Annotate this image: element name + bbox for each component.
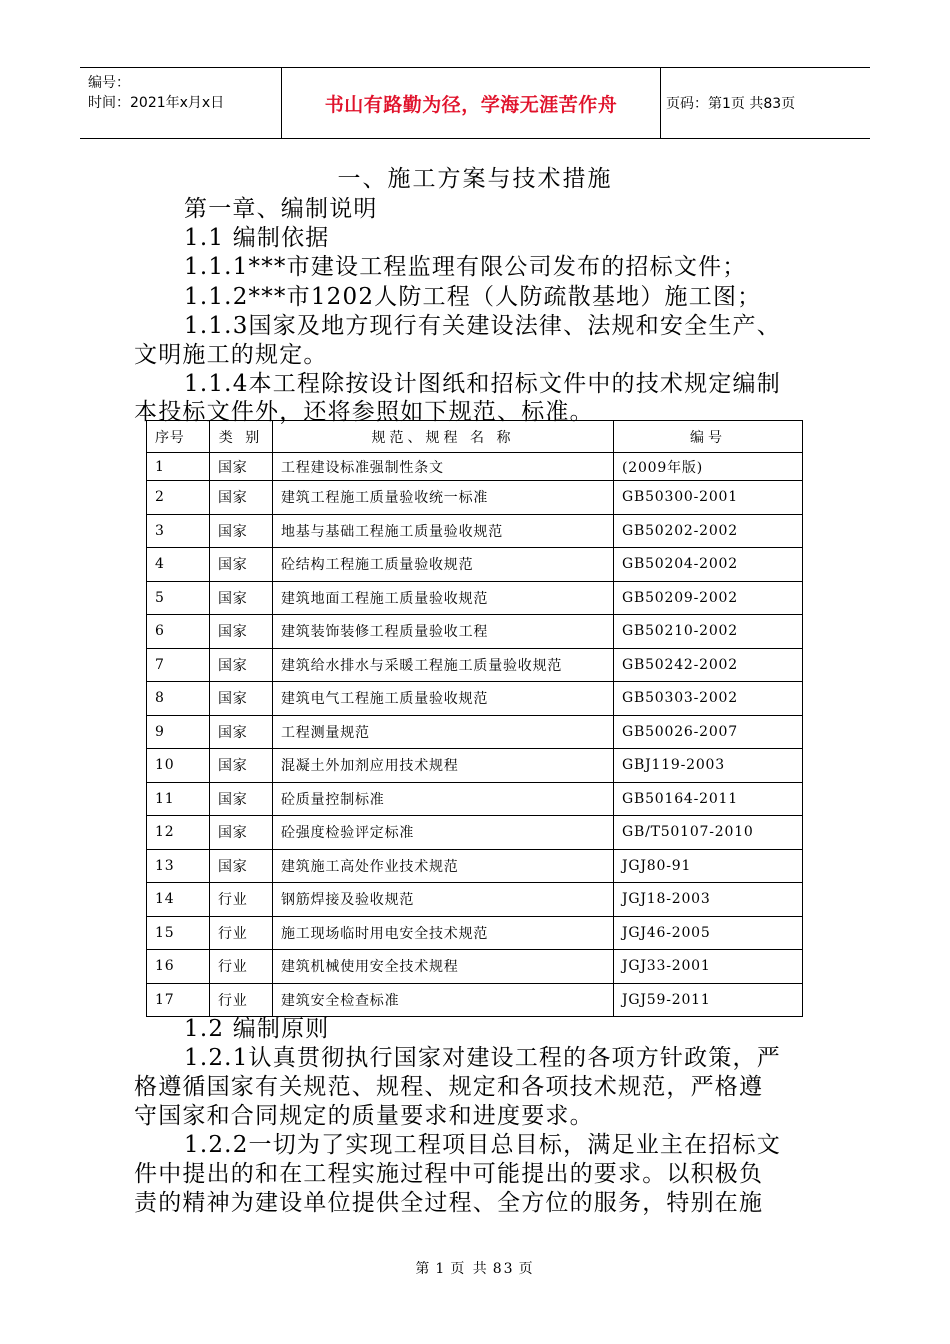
header-motto: 书山有路勤为径，学海无涯苦作舟: [281, 68, 661, 138]
table-cell-category: 国家: [210, 615, 273, 649]
table-cell-category: 国家: [210, 682, 273, 716]
table-cell-number: 2: [147, 481, 210, 515]
para-1-1-4-line1: 1.1.4本工程除按设计图纸和招标文件中的技术规定编制: [184, 371, 781, 397]
table-cell-category: 行业: [210, 883, 273, 917]
table-cell-code: GB50164-2011: [614, 782, 803, 816]
chapter-heading: 第一章、编制说明: [184, 196, 378, 222]
table-row: [147, 453, 803, 481]
page-footer: [0, 1258, 950, 1278]
para-1-2-1-line3: 守国家和合同规定的质量要求和进度要求。: [134, 1103, 594, 1129]
para-1-2-2-line1: 1.2.2一切为了实现工程项目总目标，满足业主在招标文: [184, 1132, 781, 1158]
table-cell-number: 10: [147, 749, 210, 783]
table-cell-name: 建筑给水排水与采暖工程施工质量验收规范: [273, 648, 614, 682]
table-cell-category: 行业: [210, 983, 273, 1017]
table-cell-code: JGJ59-2011: [614, 983, 803, 1017]
table-header-cell: 编号: [614, 421, 803, 453]
table-cell-code: JGJ18-2003: [614, 883, 803, 917]
table-cell-code: JGJ46-2005: [614, 916, 803, 950]
table-row: [147, 849, 803, 883]
footer-suffix: 页: [518, 1261, 535, 1277]
table-cell-category: 国家: [210, 581, 273, 615]
table-cell-name: 建筑地面工程施工质量验收规范: [273, 581, 614, 615]
table-cell-number: 13: [147, 849, 210, 883]
para-1-2-1-line1: 1.2.1认真贯彻执行国家对建设工程的各项方针政策，严: [184, 1045, 781, 1071]
table-cell-category: 行业: [210, 916, 273, 950]
table-cell-number: 6: [147, 615, 210, 649]
table-row: [147, 581, 803, 615]
table-cell-number: 12: [147, 816, 210, 850]
table-cell-code: GB50204-2002: [614, 548, 803, 582]
table-row: [147, 715, 803, 749]
section-heading-1-1: 1.1 编制依据: [184, 225, 330, 251]
table-row: [147, 749, 803, 783]
table-cell-number: 5: [147, 581, 210, 615]
table-cell-code: GB50303-2002: [614, 682, 803, 716]
header-page-info: 页码：第1页 共83页: [666, 96, 796, 112]
table-cell-number: 14: [147, 883, 210, 917]
table-cell-name: 建筑工程施工质量验收统一标准: [273, 481, 614, 515]
table-cell-name: 工程测量规范: [273, 715, 614, 749]
table-cell-category: 国家: [210, 816, 273, 850]
doc-title: 一、施工方案与技术措施: [337, 166, 613, 192]
standards-table: [146, 420, 803, 1017]
table-row: [147, 648, 803, 682]
para-1-1-1: 1.1.1***市建设工程监理有限公司发布的招标文件；: [184, 254, 747, 280]
table-cell-name: 砼结构工程施工质量验收规范: [273, 548, 614, 582]
table-cell-category: 国家: [210, 648, 273, 682]
footer-mid: 页 共: [450, 1261, 489, 1277]
table-row: [147, 816, 803, 850]
footer-page-total: 83: [492, 1261, 515, 1277]
table-cell-name: 砼质量控制标准: [273, 782, 614, 816]
table-cell-name: 砼强度检验评定标准: [273, 816, 614, 850]
table-header-row: [147, 421, 803, 453]
table-cell-category: 国家: [210, 715, 273, 749]
table-header-cell: 规范、规程 名 称: [273, 421, 614, 453]
table-cell-number: 15: [147, 916, 210, 950]
para-1-1-3-line1: 1.1.3国家及地方现行有关建设法律、法规和安全生产、: [184, 313, 781, 339]
table-cell-name: 建筑机械使用安全技术规程: [273, 950, 614, 984]
table-cell-code: GB/T50107-2010: [614, 816, 803, 850]
table-cell-category: 国家: [210, 453, 273, 481]
footer-prefix: 第: [415, 1261, 432, 1277]
table-cell-name: 混凝土外加剂应用技术规程: [273, 749, 614, 783]
table-cell-name: 钢筋焊接及验收规范: [273, 883, 614, 917]
table-cell-code: GB50202-2002: [614, 514, 803, 548]
table-row: [147, 782, 803, 816]
table-cell-code: JGJ33-2001: [614, 950, 803, 984]
table-cell-name: 施工现场临时用电安全技术规范: [273, 916, 614, 950]
table-body: [147, 453, 803, 1017]
table-cell-number: 8: [147, 682, 210, 716]
table-row: [147, 916, 803, 950]
table-cell-category: 国家: [210, 514, 273, 548]
table-row: [147, 950, 803, 984]
table-cell-name: 地基与基础工程施工质量验收规范: [273, 514, 614, 548]
para-1-1-2: 1.1.2***市1202人防工程（人防疏散基地）施工图；: [184, 284, 762, 310]
table-row: [147, 548, 803, 582]
table-cell-category: 国家: [210, 481, 273, 515]
table-cell-number: 4: [147, 548, 210, 582]
table-cell-number: 1: [147, 453, 210, 481]
table-cell-code: GB50026-2007: [614, 715, 803, 749]
table-cell-code: GB50300-2001: [614, 481, 803, 515]
header-number-label: 编号：: [88, 75, 130, 91]
para-1-2-2-line3: 责的精神为建设单位提供全过程、全方位的服务，特别在施: [134, 1190, 764, 1216]
table-cell-name: 建筑装饰装修工程质量验收工程: [273, 615, 614, 649]
table-cell-number: 7: [147, 648, 210, 682]
table-cell-number: 9: [147, 715, 210, 749]
para-1-2-2-line2: 件中提出的和在工程实施过程中可能提出的要求。以积极负: [134, 1161, 764, 1187]
table-cell-code: (2009年版): [614, 453, 803, 481]
para-1-2-1-line2: 格遵循国家有关规范、规程、规定和各项技术规范，严格遵: [134, 1074, 764, 1100]
para-1-1-3-line2: 文明施工的规定。: [134, 342, 328, 368]
section-heading-1-2: 1.2 编制原则: [184, 1016, 330, 1042]
table-cell-name: 建筑电气工程施工质量验收规范: [273, 682, 614, 716]
table-cell-category: 国家: [210, 548, 273, 582]
table-cell-number: 17: [147, 983, 210, 1017]
table-cell-category: 行业: [210, 950, 273, 984]
table-cell-code: JGJ80-91: [614, 849, 803, 883]
table-cell-number: 3: [147, 514, 210, 548]
table-row: [147, 514, 803, 548]
table-cell-code: GB50209-2002: [614, 581, 803, 615]
table-cell-code: GBJ119-2003: [614, 749, 803, 783]
header-meta: [80, 68, 281, 138]
table-cell-category: 国家: [210, 749, 273, 783]
table-cell-name: 建筑安全检查标准: [273, 983, 614, 1017]
table-row: [147, 481, 803, 515]
table-cell-number: 11: [147, 782, 210, 816]
header-time-label: 时间：2021年x月x日: [88, 95, 225, 111]
table-cell-number: 16: [147, 950, 210, 984]
table-header-cell: 类 别: [210, 421, 273, 453]
table-cell-code: GB50242-2002: [614, 648, 803, 682]
para-1-1-4-line2: 本投标文件外，还将参照如下规范、标准。: [134, 399, 594, 425]
table-cell-code: GB50210-2002: [614, 615, 803, 649]
table-header-cell: 序号: [147, 421, 210, 453]
table-cell-name: 建筑施工高处作业技术规范: [273, 849, 614, 883]
table-row: [147, 883, 803, 917]
footer-page-number: 1: [435, 1261, 447, 1277]
table-row: [147, 615, 803, 649]
page-header: [80, 67, 870, 139]
table-row: [147, 682, 803, 716]
table-cell-category: 国家: [210, 782, 273, 816]
table-cell-category: 国家: [210, 849, 273, 883]
table-cell-name: 工程建设标准强制性条文: [273, 453, 614, 481]
